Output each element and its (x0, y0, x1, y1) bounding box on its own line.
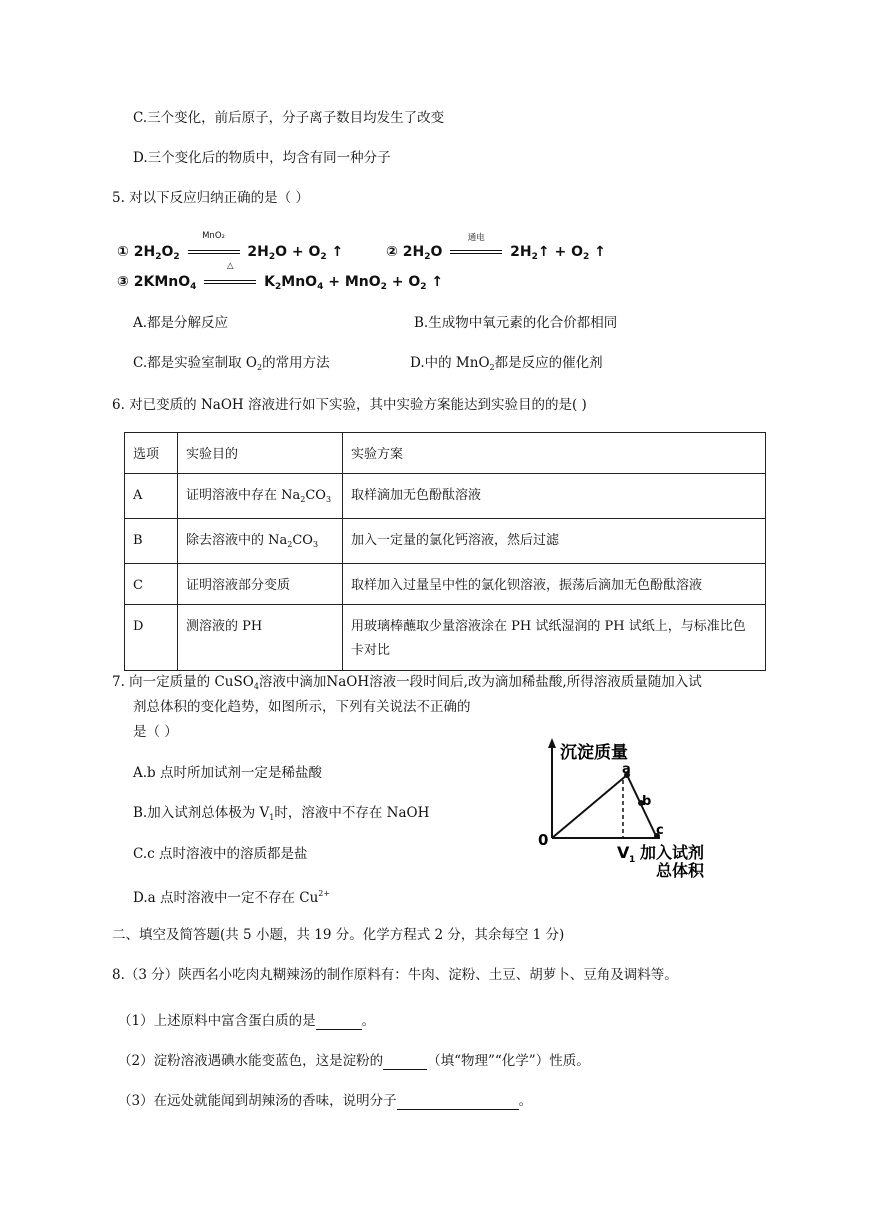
row-option: D (125, 605, 178, 671)
section-2-title: 二、填空及简答题(共 5 小题，共 19 分。化学方程式 2 分，其余每空 1 分) (112, 927, 565, 943)
v1-subscript: 1 (629, 855, 636, 865)
q7-stem-line-3: 是（ ） (133, 724, 178, 740)
row-option: A (125, 474, 178, 519)
q4-option-c: C.三个变化，前后原子，分子离子数目均发生了改变 (133, 110, 445, 126)
q7-stem-line-2: 剂总体积的变化趋势，如图所示，下列有关说法不正确的 (133, 699, 471, 715)
answer-blank[interactable] (383, 1055, 427, 1070)
q7-option-c: C.c 点时溶液中的溶质都是盐 (133, 846, 308, 862)
q7-stem-line-1: 7. 向一定质量的 CuSO$_4$溶液中滴加NaOH溶液一段时间后,改为滴加稀盐酸,所得溶液质量随加入试 (112, 674, 702, 691)
q8-stem: 8.（3 分）陕西名小吃肉丸糊辣汤的制作原料有：牛肉、淀粉、土豆、胡萝卜、豆角及调料等。 (112, 967, 678, 983)
q7-option-a: A.b 点时所加试剂一定是稀盐酸 (133, 765, 322, 781)
row-goal: 证明溶液部分变质 (178, 564, 343, 605)
label-c: c (656, 823, 664, 838)
x-axis-label-1: 加入试剂 (640, 843, 705, 862)
origin-label: 0 (538, 831, 549, 849)
label-b: b (642, 794, 652, 809)
q8-part-1: （1）上述原料中富含蛋白质的是 。 (118, 1013, 376, 1029)
header-plan: 实验方案 (343, 433, 766, 474)
table-row (125, 519, 766, 564)
v1-label: V (617, 843, 630, 862)
q5-equation-1: ① $2H_2O_2$ MnO₂ $2H_2O + O_2$ ↑ (117, 231, 344, 262)
row-plan: 用玻璃棒蘸取少量溶液涂在 PH 试纸湿润的 PH 试纸上，与标准比色卡对比 (343, 605, 766, 671)
table-row (125, 605, 766, 671)
q4-option-d: D.三个变化后的物质中，均含有同一种分子 (133, 150, 391, 166)
q7-option-d: D.a 点时溶液中一定不存在 $Cu^{2+}$ (133, 889, 331, 906)
row-plan: 加入一定量的氯化钙溶液，然后过滤 (343, 519, 766, 564)
answer-blank[interactable] (397, 1095, 519, 1110)
row-goal: 除去溶液中的 $Na_2CO_3$ (178, 519, 343, 564)
header-option: 选项 (125, 433, 178, 474)
y-axis-label: 沉淀质量 (560, 743, 628, 763)
answer-blank[interactable] (316, 1015, 362, 1030)
q5-equation-2: ② $2H_2O$ 通电 $2H_2↑ + O_2$ ↑ (386, 233, 606, 262)
q8-part-3: （3）在远处就能闻到胡辣汤的香味，说明分子 。 (118, 1093, 533, 1109)
row-option: B (125, 519, 178, 564)
row-goal: 测溶液的 PH (178, 605, 343, 671)
row-plan: 取样滴加无色酚酞溶液 (343, 474, 766, 519)
q7-option-b: B.加入试剂总体极为 $V_1$时，溶液中不存在 NaOH (133, 805, 430, 822)
row-goal: 证明溶液中存在 $Na_2CO_3$ (178, 474, 343, 519)
q5-option-c: C.都是实验室制取 $O_2$的常用方法 (133, 355, 330, 372)
q5-option-d: D.中的 MnO$_2$都是反应的催化剂 (410, 355, 603, 372)
q7-precipitate-graph (530, 730, 740, 880)
y-axis-arrow-icon (548, 738, 556, 748)
q5-option-b: B.生成物中氧元素的化合价都相同 (414, 315, 618, 331)
q6-stem: 6. 对已变质的 NaOH 溶液进行如下实验，其中实验方案能达到实验目的的是( ) (112, 397, 587, 413)
label-a: a (622, 762, 631, 777)
table-header-row (125, 433, 766, 474)
rising-segment (552, 775, 627, 838)
q5-stem: 5. 对以下反应归纳正确的是（ ） (112, 190, 309, 206)
q5-equation-3: ③ 2KMnO$_4$ △ $K_2MnO_4 + MnO_2 + O_2$ ↑ (117, 261, 444, 292)
header-goal: 实验目的 (178, 433, 343, 474)
q5-option-a: A.都是分解反应 (133, 315, 229, 331)
row-plan: 取样加入过量呈中性的氯化钡溶液，振荡后滴加无色酚酞溶液 (343, 564, 766, 605)
q8-part-2: （2）淀粉溶液遇碘水能变蓝色，这是淀粉的 （填“物理”“化学”）性质。 (118, 1053, 590, 1069)
table-row (125, 564, 766, 605)
row-option: C (125, 564, 178, 605)
x-axis-label-2: 总体积 (656, 861, 705, 880)
q6-table (124, 432, 766, 671)
table-row (125, 474, 766, 519)
